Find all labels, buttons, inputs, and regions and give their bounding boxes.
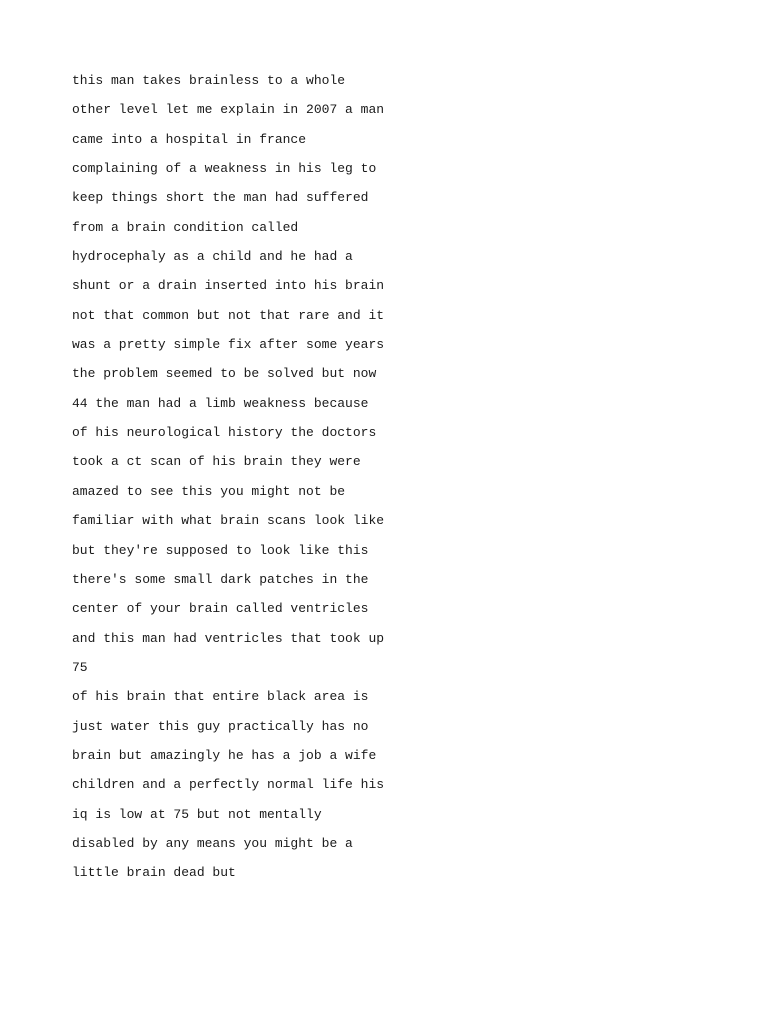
text-line: was a pretty simple fix after some years <box>72 337 385 353</box>
text-line: amazed to see this you might not be <box>72 483 346 499</box>
text-line: complaining of a weakness in his leg to <box>72 161 377 177</box>
text-line: center of your brain called ventricles <box>72 601 369 617</box>
text-line: from a brain condition called <box>72 219 299 235</box>
text-line: of his neurological history the doctors <box>72 425 377 441</box>
text-line: hydrocephaly as a child and he had a <box>72 249 353 265</box>
transcript-text <box>72 66 384 888</box>
text-line: 75 <box>72 659 88 675</box>
text-line: took a ct scan of his brain they were <box>72 454 361 470</box>
text-line: there's some small dark patches in the <box>72 571 369 587</box>
text-line: familiar with what brain scans look like <box>72 513 385 529</box>
text-line: but they're supposed to look like this <box>72 542 369 558</box>
text-line: shunt or a drain inserted into his brain <box>72 278 385 294</box>
text-line: of his brain that entire black area is <box>72 689 369 705</box>
text-line: other level let me explain in 2007 a man <box>72 102 385 118</box>
text-line: little brain dead but <box>72 865 236 881</box>
text-line: came into a hospital in france <box>72 131 307 147</box>
text-line: 44 the man had a limb weakness because <box>72 395 369 411</box>
text-line: this man takes brainless to a whole <box>72 73 346 88</box>
text-line: children and a perfectly normal life his <box>72 777 385 793</box>
text-line: keep things short the man had suffered <box>72 190 369 206</box>
text-line: disabled by any means you might be a <box>72 835 353 851</box>
text-line: just water this guy practically has no <box>72 718 369 734</box>
text-line: brain but amazingly he has a job a wife <box>72 747 377 763</box>
text-line: the problem seemed to be solved but now <box>72 366 377 382</box>
text-line: and this man had ventricles that took up <box>72 630 385 646</box>
text-line: not that common but not that rare and it <box>72 307 385 323</box>
text-line: iq is low at 75 but not mentally <box>72 806 322 822</box>
